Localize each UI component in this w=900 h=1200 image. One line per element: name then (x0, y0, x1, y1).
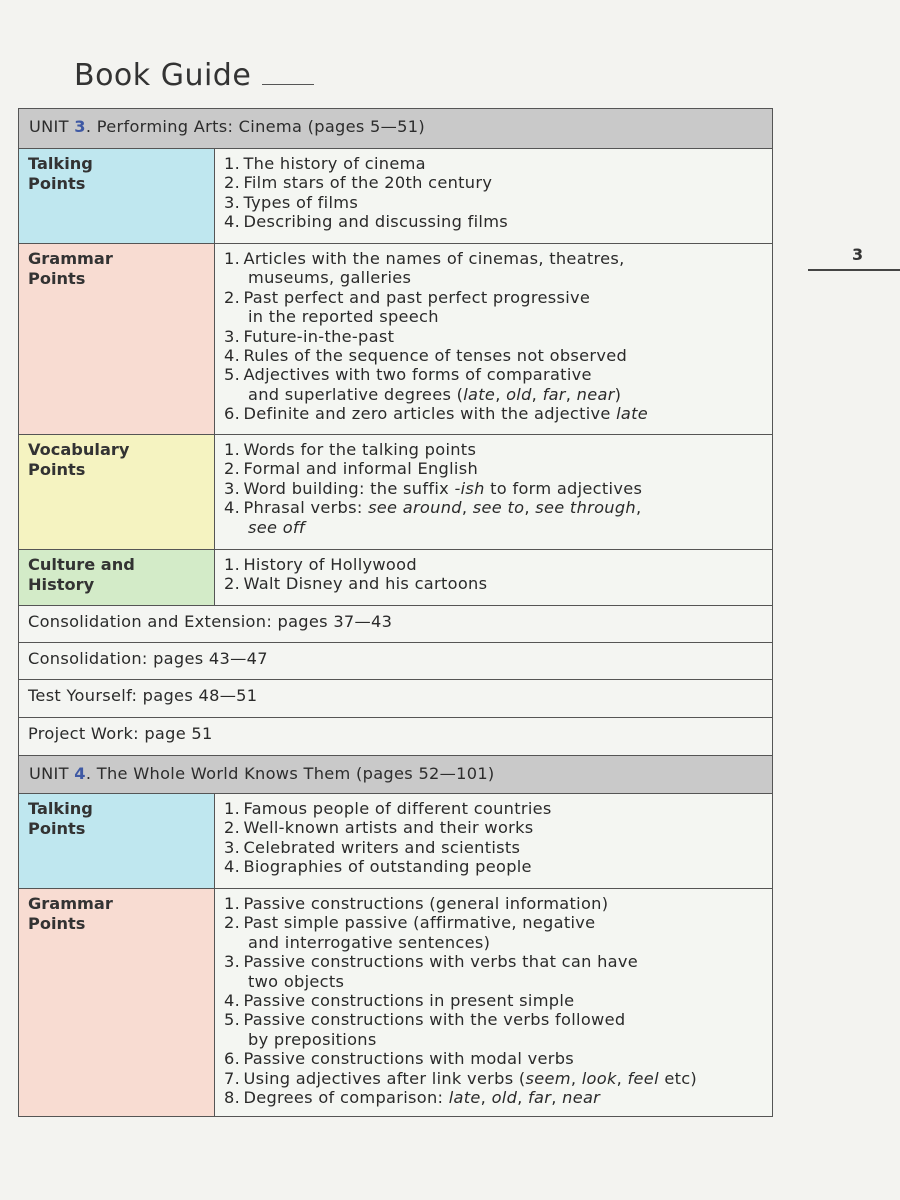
section-label: Vocabulary Points (19, 435, 215, 550)
list-item: 6. Passive constructions with modal verbs (224, 1049, 575, 1069)
section-items (215, 244, 773, 435)
list-item: 5. Passive constructions with the verbs followed by prepositions (224, 1010, 626, 1049)
list-item: 2. Walt Disney and his cartoons (224, 574, 488, 594)
section-items (215, 889, 773, 1117)
extra-item: Consolidation and Extension: pages 37—43 (19, 606, 773, 643)
list-item: 4. Passive constructions in present simple (224, 991, 575, 1011)
list-item: 2. Formal and informal English (224, 459, 479, 479)
unit-word: UNIT (29, 117, 69, 136)
unit-title (19, 756, 773, 794)
extra-row (19, 680, 773, 718)
list-item: 2. Film stars of the 20th century (224, 173, 493, 193)
page-number-rule (808, 269, 900, 271)
unit-number: 4 (74, 764, 86, 783)
list-item: 3. Celebrated writers and scientists (224, 837, 521, 857)
book-guide-table (18, 108, 773, 1117)
section-label: Talking Points (19, 149, 215, 244)
section-row (19, 794, 773, 889)
section-row (19, 435, 773, 550)
unit-header (19, 109, 773, 149)
list-item: 7. Using adjectives after link verbs (seem, look, feel etc) (224, 1068, 698, 1088)
list-item: 6. Definite and zero articles with the adjective late (224, 404, 649, 424)
unit-title-text: . Performing Arts: Cinema (pages 5—51) (85, 117, 425, 136)
list-item: 4. Phrasal verbs: see around, see to, see through, see off (224, 498, 642, 537)
list-item: 1. Words for the talking points (224, 440, 477, 459)
page-title: Book Guide (74, 58, 252, 93)
section-row (19, 244, 773, 435)
unit-word: UNIT (29, 764, 69, 783)
list-item: 4. Biographies of outstanding people (224, 857, 532, 877)
list-item: 2. Past simple passive (affirmative, negative and interrogative sentences) (224, 913, 596, 952)
list-item: 1. History of Hollywood (224, 555, 417, 574)
list-item: 1. Famous people of different countries (224, 799, 552, 818)
list-item: 3. Word building: the suffix -ish to form adjectives (224, 478, 643, 498)
section-label: Grammar Points (19, 889, 215, 1117)
list-item: 3. Future-in-the-past (224, 326, 395, 346)
extra-item: Consolidation: pages 43—47 (19, 643, 773, 680)
list-item: 1. Passive constructions (general information) (224, 894, 609, 913)
section-row (19, 889, 773, 1117)
section-label: Talking Points (19, 794, 215, 889)
list-item: 2. Well-known artists and their works (224, 818, 534, 838)
extra-item: Project Work: page 51 (19, 718, 773, 756)
list-item: 3. Types of films (224, 192, 359, 212)
list-item: 1. Articles with the names of cinemas, theatres, museums, galleries (224, 249, 625, 288)
extra-row (19, 606, 773, 643)
section-items (215, 435, 773, 550)
title-rule (262, 84, 314, 85)
unit-title (19, 109, 773, 149)
extra-item: Test Yourself: pages 48—51 (19, 680, 773, 718)
page-number: 3 (852, 245, 864, 264)
list-item: 8. Degrees of comparison: late, old, far, near (224, 1088, 601, 1108)
section-items (215, 794, 773, 889)
unit-header (19, 756, 773, 794)
list-item: 4. Rules of the sequence of tenses not observed (224, 346, 628, 366)
section-row (19, 550, 773, 606)
list-item: 3. Passive constructions with verbs that can have two objects (224, 952, 638, 991)
section-label: Culture and History (19, 550, 215, 606)
section-row (19, 149, 773, 244)
unit-number: 3 (74, 117, 86, 136)
list-item: 2. Past perfect and past perfect progressive in the reported speech (224, 287, 591, 327)
extra-row (19, 718, 773, 756)
section-items (215, 149, 773, 244)
section-items (215, 550, 773, 606)
extra-row (19, 643, 773, 680)
list-item: 5. Adjectives with two forms of comparative and superlative degrees (late, old, far, near) (224, 365, 622, 404)
section-label: Grammar Points (19, 244, 215, 435)
unit-title-text: . The Whole World Knows Them (pages 52—101) (85, 764, 495, 783)
list-item: 1. The history of cinema (224, 154, 426, 173)
list-item: 4. Describing and discussing films (224, 212, 509, 232)
